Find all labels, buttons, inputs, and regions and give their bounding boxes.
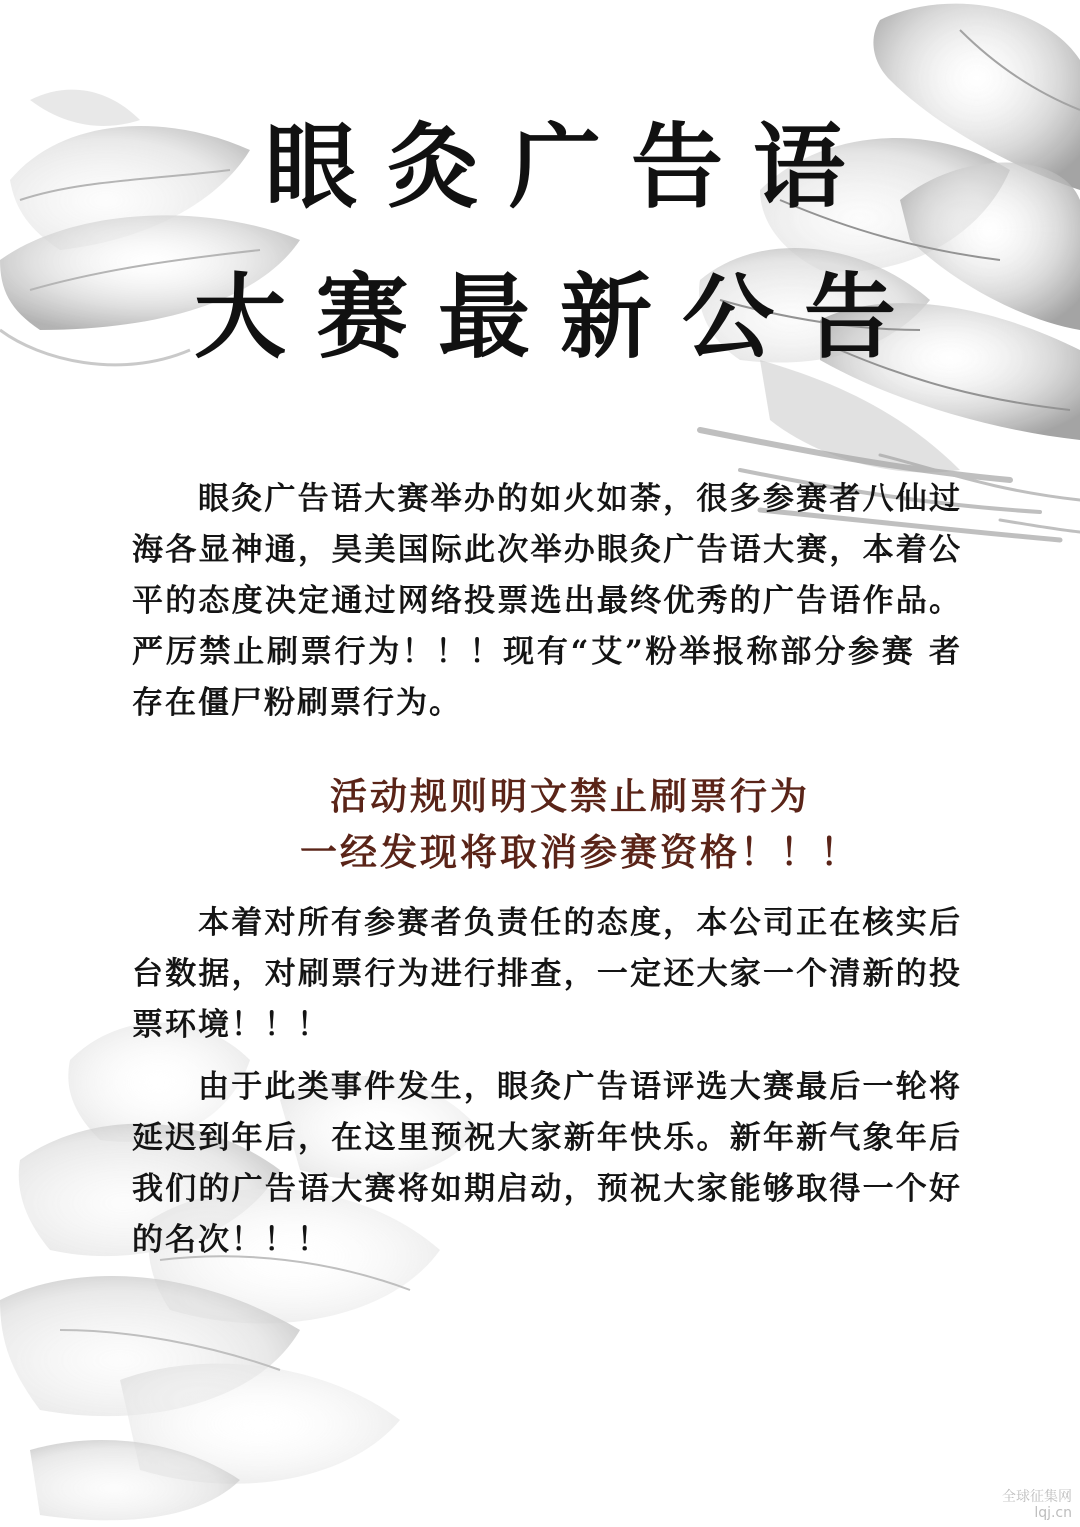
rule-notice-line-2: 一经发现将取消参赛资格！！！ [300, 830, 860, 874]
top-right-lotus [699, 4, 1080, 473]
postponement-paragraph: 由于此类事件发生，眼灸广告语评选大赛最后一轮将延迟到年后，在这里预祝大家新年快乐。新年新气象年后 我们的广告语大赛将如期启动，预祝大家能够取得一个好的名次！！！ [132, 1069, 962, 1258]
site-watermark [1002, 1489, 1072, 1521]
intro-paragraph: 眼灸广告语大赛举办的如火如荼，很多参赛者八仙过海各显神通，昊美国际此次举办眼灸广告语大赛，本着公平的态度决定通过网络投票选出最终优秀的广告语作品。严厉禁止刷票行为！！！现有“艾”粉举报称部分参赛 者存在僵尸粉刷票行为。 [132, 481, 962, 721]
rule-notice-line-1: 活动规则明文禁止刷票行为 [330, 774, 810, 818]
watermark-name: 全球征集网 [1002, 1489, 1072, 1505]
page-title-line-2: 大赛最新公告 [193, 263, 926, 371]
verification-paragraph: 本着对所有参赛者负责任的态度，本公司正在核实后台数据，对刷票行为进行排查，一定还大家一个清新的投票环境！！！ [132, 905, 962, 1043]
watermark-domain: lqj.cn [1034, 1505, 1072, 1521]
page-title-line-1: 眼灸广告语 [264, 113, 875, 221]
